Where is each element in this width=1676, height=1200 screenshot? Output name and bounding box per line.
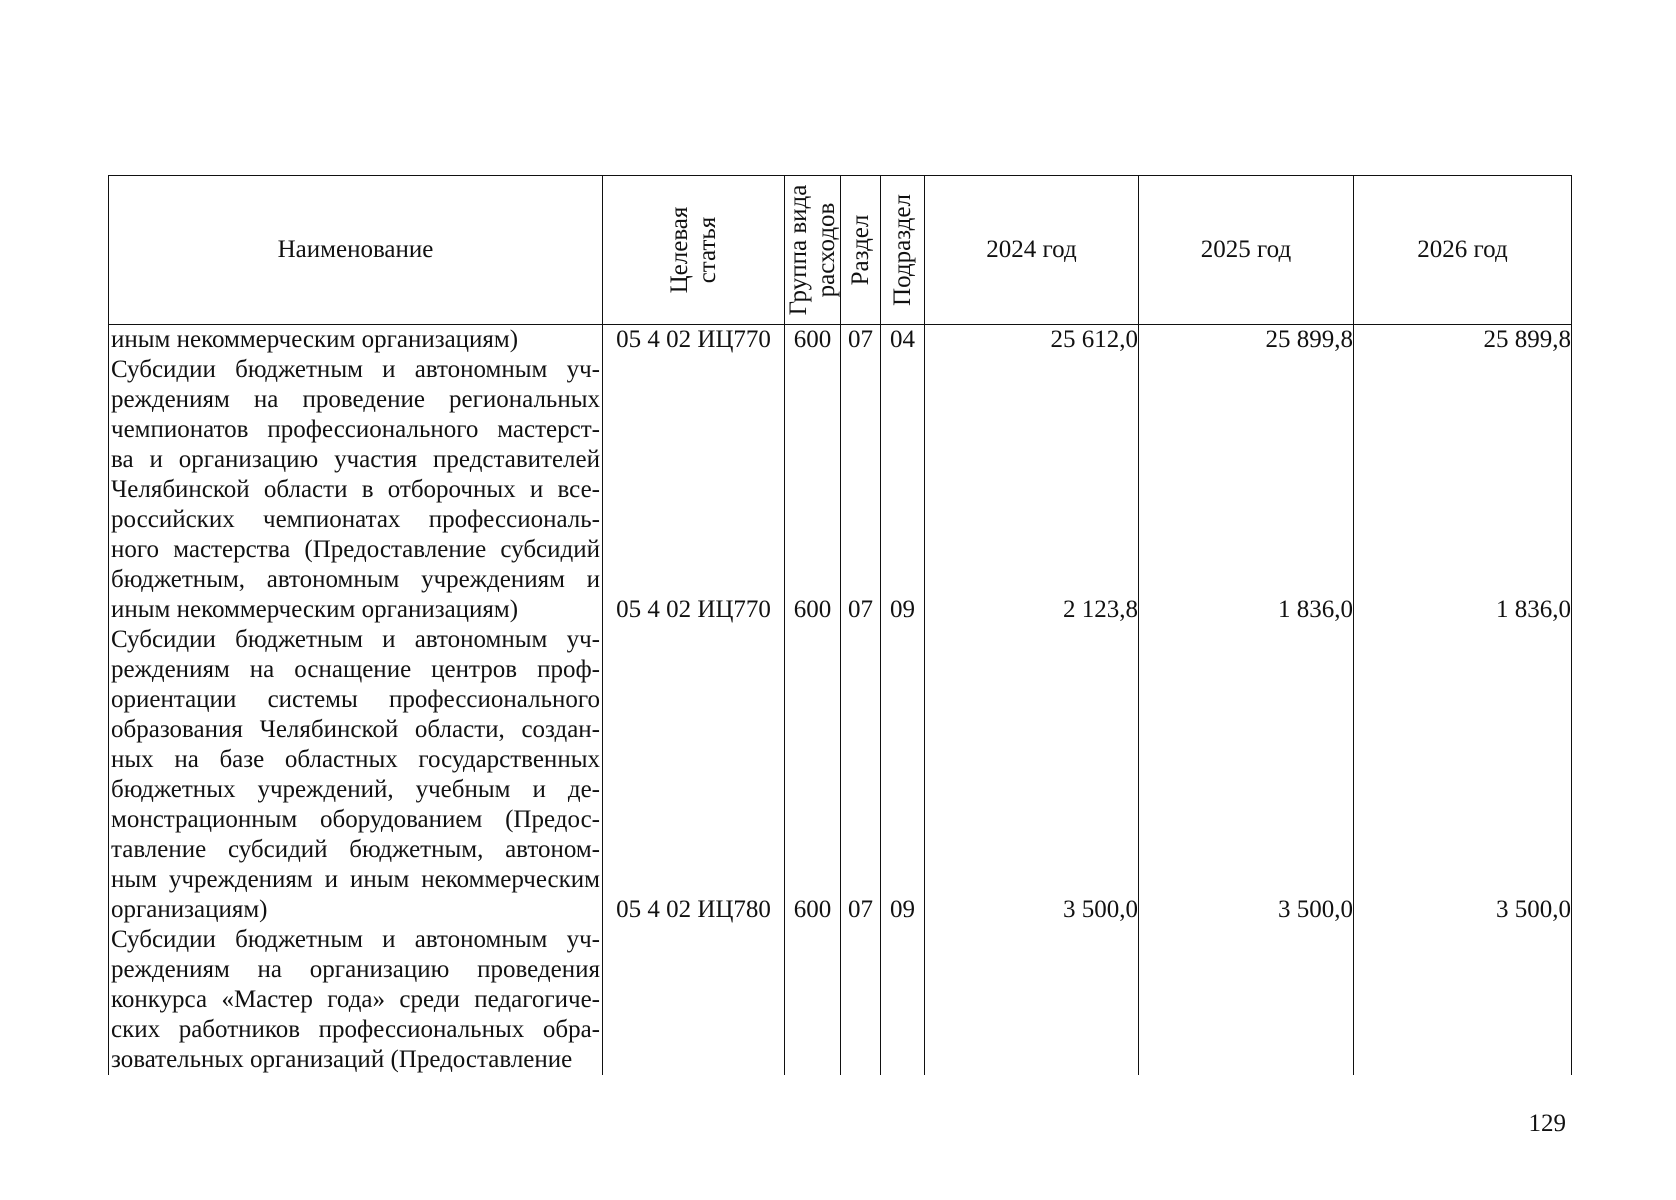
row-name-line: ва и организацию участия представителей [111,446,600,473]
row-value-2024 [925,325,1139,356]
row-name-line: иным некоммерческим организациям) [111,326,519,353]
row-name-line: бюджетным, автономным учреждениям и [111,566,600,593]
table-row [109,325,1572,356]
header-2026: 2026 год [1354,176,1572,325]
row-section [841,325,881,356]
header-section: Раздел [841,176,881,325]
header-2024: 2024 год [925,176,1139,325]
header-2025: 2025 год [1139,176,1354,325]
budget-table [108,175,1572,1075]
row-value-2024 [925,925,1139,1075]
row-target-article-text [603,925,784,1045]
row-name-line: ориентации системы профессионального [111,686,600,713]
row-target-article-text: 05 4 02 ИЦ770 [616,596,771,623]
row-value-2025 [1139,325,1354,356]
row-expense-group-text: 600 [793,896,832,923]
row-expense-group [785,925,841,1075]
row-expense-group [785,325,841,356]
row-name-line: монстрационным оборудованием (Предос- [111,806,600,833]
table-row [109,355,1572,625]
row-name-line: бюджетных учреждений, учебным и де- [111,776,600,803]
row-subsection-text: 09 [890,596,915,623]
row-value-2026 [1354,925,1572,1075]
row-section [841,625,881,925]
row-name-line: реждениям на оснащение центров проф- [111,656,600,683]
row-value-2025-text: 1 836,0 [1278,596,1353,623]
row-name [109,325,603,356]
row-section [841,355,881,625]
row-name-line: ских работников профессиональных обра- [111,1016,600,1043]
row-subsection-text [881,925,924,1045]
row-subsection [881,625,925,925]
row-name-line: реждениям на организацию проведения [111,956,600,983]
row-section-text: 07 [848,896,873,923]
row-value-2026-text: 25 899,8 [1483,326,1571,353]
row-value-2024-text [925,925,1138,1045]
row-value-2026-text [1354,925,1571,1045]
row-name-line: организациям) [111,896,268,923]
row-value-2024-text: 2 123,8 [1063,596,1138,623]
row-value-2024 [925,355,1139,625]
row-target-article-text: 05 4 02 ИЦ780 [616,896,771,923]
row-subsection-text: 09 [890,896,915,923]
row-name-line: Субсидии бюджетным и автономным уч- [111,926,600,953]
row-expense-group [785,355,841,625]
row-name-line: конкурса «Мастер года» среди педагогиче- [111,986,600,1013]
row-value-2026 [1354,325,1572,356]
row-expense-group-text [785,925,840,1045]
row-value-2024-text: 3 500,0 [1063,896,1138,923]
row-value-2026 [1354,355,1572,625]
row-value-2025-text: 25 899,8 [1265,326,1353,353]
row-name-line: российских чемпионатах профессиональ- [111,506,600,533]
row-name-line: тавление субсидий бюджетным, автоном- [111,836,600,863]
row-name [109,625,603,925]
row-name-line: ного мастерства (Предоставление субсидий [111,536,600,563]
header-name: Наименование [109,176,603,325]
table-body [109,325,1572,1076]
row-section [841,925,881,1075]
row-name [109,355,603,625]
row-section-text: 07 [848,326,873,353]
table-header-row [109,176,1572,325]
row-section-text [841,925,880,1045]
row-name-line: чемпионатов профессионального мастерст- [111,416,600,443]
row-subsection [881,325,925,356]
row-target-article [603,925,785,1075]
row-target-article [603,355,785,625]
row-value-2024 [925,625,1139,925]
header-expense-group: Группа вида расходов [785,176,841,325]
row-section-text: 07 [848,596,873,623]
row-value-2025 [1139,625,1354,925]
table-row [109,925,1572,1075]
row-name-line: реждениям на проведение региональных [111,386,600,413]
row-subsection [881,925,925,1075]
header-target-article: Целевая статья [603,176,785,325]
row-name-line: иным некоммерческим организациям) [111,596,519,623]
row-target-article-text: 05 4 02 ИЦ770 [616,326,771,353]
row-name-line: Челябинской области в отборочных и все- [111,476,600,503]
page-number: 129 [1528,1110,1566,1137]
row-name-line: ных на базе областных государственных [111,746,600,773]
row-name-line: образования Челябинской области, создан- [111,716,600,743]
row-name-line: Субсидии бюджетным и автономным уч- [111,626,600,653]
row-name [109,925,603,1075]
row-name-line: Субсидии бюджетным и автономным уч- [111,356,600,383]
row-value-2026-text: 1 836,0 [1496,596,1571,623]
row-name-line: ным учреждениям и иным некоммерческим [111,866,600,893]
row-value-2025-text: 3 500,0 [1278,896,1353,923]
row-expense-group [785,625,841,925]
row-name-line: зовательных организаций (Предоставление [111,1046,573,1073]
table-row [109,625,1572,925]
header-subsection: Подраздел [881,176,925,325]
row-value-2025-text [1139,925,1353,1045]
row-subsection [881,355,925,625]
row-target-article [603,325,785,356]
row-value-2026 [1354,625,1572,925]
row-target-article [603,625,785,925]
row-expense-group-text: 600 [793,326,832,353]
row-value-2026-text: 3 500,0 [1496,896,1571,923]
row-expense-group-text: 600 [793,596,832,623]
row-value-2025 [1139,355,1354,625]
row-subsection-text: 04 [890,326,915,353]
row-value-2024-text: 25 612,0 [1050,326,1138,353]
row-value-2025 [1139,925,1354,1075]
